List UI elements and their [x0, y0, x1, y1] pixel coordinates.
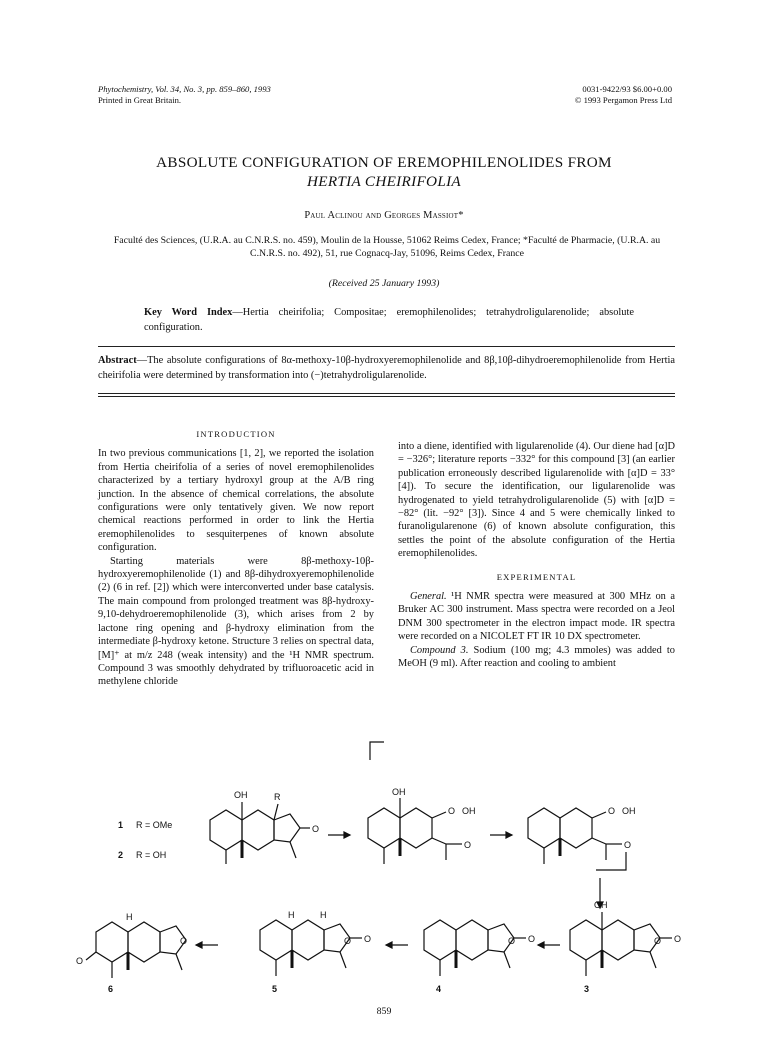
left-column — [98, 428, 374, 689]
label-o-9: O — [364, 934, 372, 944]
label-o-5: O — [624, 840, 632, 850]
article-title — [0, 153, 768, 191]
label-oh-5: OH — [594, 900, 608, 910]
abstract-top-rule — [98, 346, 675, 347]
label-o-3: O — [464, 840, 472, 850]
title-line-2: HERTIA CHEIRIFOLIA — [306, 173, 462, 190]
structure-intermediate-2 — [528, 808, 626, 870]
general-label: General. — [410, 591, 447, 603]
abstract-label: Abstract — [98, 355, 137, 366]
right-paragraph-1: into a diene, identified with ligularenolide (4). Our diene had [α]D = −326°; literature reports −332° for this compound [3] (an earlier publication erroneously described ligularenolide with [α]D = 33° [4]). To secure the identification, our ligularenolide was hydrogenated to yield tetrahydroligularenolide (5) with [α]D = −82° (lit. −92° [3]). Since 4 and 5 were chemically linked to furanoligularenone (6) of known absolute configuration, this settles the point of the absolute configuration of the Hertia eremophilenolides. — [398, 441, 675, 560]
reaction-scheme — [0, 740, 768, 1000]
structure-1-2 — [210, 802, 310, 864]
abstract-bottom-rule — [98, 393, 675, 394]
running-header-left — [98, 84, 271, 106]
label-o-6: O — [76, 956, 84, 966]
label-h-3: H — [320, 910, 327, 920]
label-h-2: H — [288, 910, 295, 920]
structure-5 — [260, 920, 362, 976]
label-o-1: O — [312, 824, 320, 834]
issn-code: 0031-9422/93 $6.00+0.00 — [582, 84, 672, 94]
label-oh-1: OH — [234, 790, 248, 800]
label-o-2: O — [448, 806, 456, 816]
structure-intermediate-1 — [368, 742, 462, 864]
compound-label-3: 3 — [584, 984, 590, 994]
label-r-1: R — [274, 792, 281, 802]
label-oh-4: OH — [622, 806, 636, 816]
keyword-index — [144, 305, 634, 335]
compound-label-6: 6 — [108, 984, 114, 994]
structure-6 — [86, 922, 186, 978]
compound-label: Compound 3. — [410, 644, 469, 656]
printed-line: Printed in Great Britain. — [98, 95, 182, 105]
abstract — [98, 353, 675, 383]
structure-4 — [424, 920, 526, 976]
legend-num-2: 2 — [118, 850, 124, 860]
keyword-label: Key Word Index — [144, 307, 233, 318]
page-number: 859 — [376, 1006, 392, 1017]
compound-paragraph — [398, 644, 675, 671]
intro-paragraph-1: In two previous communications [1, 2], we reported the isolation from Hertia cheirifolia of a series of novel eremophilenolides characterized by a tertiary hydroxyl group at the A/B ring junction. In the absence of chemical correlations, the absolute configurations were only tentatively given. We now report chemical reactions performed in order to link the Hertia eremophilenolides to sesquiterpenes of known absolute configuration. — [98, 448, 374, 554]
author-list: Paul Aclinou and Georges Massiot* — [304, 210, 464, 221]
introduction-heading: INTRODUCTION — [196, 429, 276, 439]
label-oh-2: OH — [392, 787, 406, 797]
copyright-line: © 1993 Pergamon Press Ltd — [574, 95, 672, 105]
label-o-4: O — [608, 806, 616, 816]
compound-text: Sodium (100 mg; 4.3 mmoles) was added to MeOH (9 ml). After reaction and cooling to ambient — [398, 644, 676, 670]
label-o-10: O — [508, 936, 516, 946]
label-o-7: O — [180, 936, 188, 946]
title-line-1: ABSOLUTE CONFIGURATION OF EREMOPHILENOLIDES FROM — [156, 154, 612, 171]
label-h-1: H — [126, 912, 133, 922]
label-o-13: O — [674, 934, 682, 944]
general-text: ¹H NMR spectra were measured at 300 MHz on a Bruker AC 300 instrument. Mass spectra were recorded on a Jeol DNM 300 spectrometer in the electron impact mode. IR spectra were recorded on a NICOLET FT IR 10 DX spectrometer. — [398, 591, 675, 643]
general-paragraph — [398, 590, 675, 644]
intro-paragraph-2: Starting materials were 8β-methoxy-10β-hydroxyeremophilenolide (1) and 8β-dihydroxyeremophilenolide (2) (6 in ref. [2]) which were interconverted under base catalysis. The main compound from prolonged treatment was 8β-hydroxy-9,10-dehydroeremophilenolide (3), which arises from 2 by lactone ring opening and β-hydroxy elimination from the intermediate β-hydroxy ketone. Structure 3 relies on spectral data, [M]⁺ at m/z 248 (weak intensity) and the ¹H NMR spectrum. Compound 3 was smoothly dehydrated by trifluoroacetic acid in methylene chloride — [98, 555, 374, 688]
running-header-right — [575, 84, 672, 106]
keyword-text: —Hertia cheirifolia; Compositae; eremophilenolides; tetrahydroligularenolide; absolute configuration. — [144, 307, 634, 333]
legend-r-2: R = OH — [136, 850, 167, 860]
label-o-8: O — [344, 936, 352, 946]
compound-label-4: 4 — [436, 984, 442, 994]
received-date: (Received 25 January 1993) — [328, 278, 440, 289]
label-o-11: O — [528, 934, 536, 944]
label-oh-3: OH — [462, 806, 476, 816]
label-o-12: O — [654, 936, 662, 946]
compound-label-5: 5 — [272, 984, 278, 994]
abstract-bottom-rule-2 — [98, 396, 675, 397]
affiliation: Faculté des Sciences, (U.R.A. au C.N.R.S. no. 459), Moulin de la Housse, 51062 Reims Cedex, France; *Faculté de Pharmacie, (U.R.A. au C.N.R.S. no. 492), 51, rue Cognacq-Jay, 51096, Reims Cedex, France — [113, 235, 661, 259]
legend-r-1: R = OMe — [136, 820, 173, 830]
journal-line: Phytochemistry, Vol. 34, No. 3, pp. 859–860, 1993 — [98, 84, 271, 94]
abstract-text: —The absolute configurations of 8α-methoxy-10β-hydroxyeremophilenolide and 8β,10β-dihydroeremophilenolide from Hertia cheirifolia were determined by transformation into (−)tetrahydroligularenolide. — [98, 355, 675, 381]
legend-num-1: 1 — [118, 820, 124, 830]
right-column — [398, 440, 675, 671]
experimental-heading: EXPERIMENTAL — [496, 571, 577, 582]
